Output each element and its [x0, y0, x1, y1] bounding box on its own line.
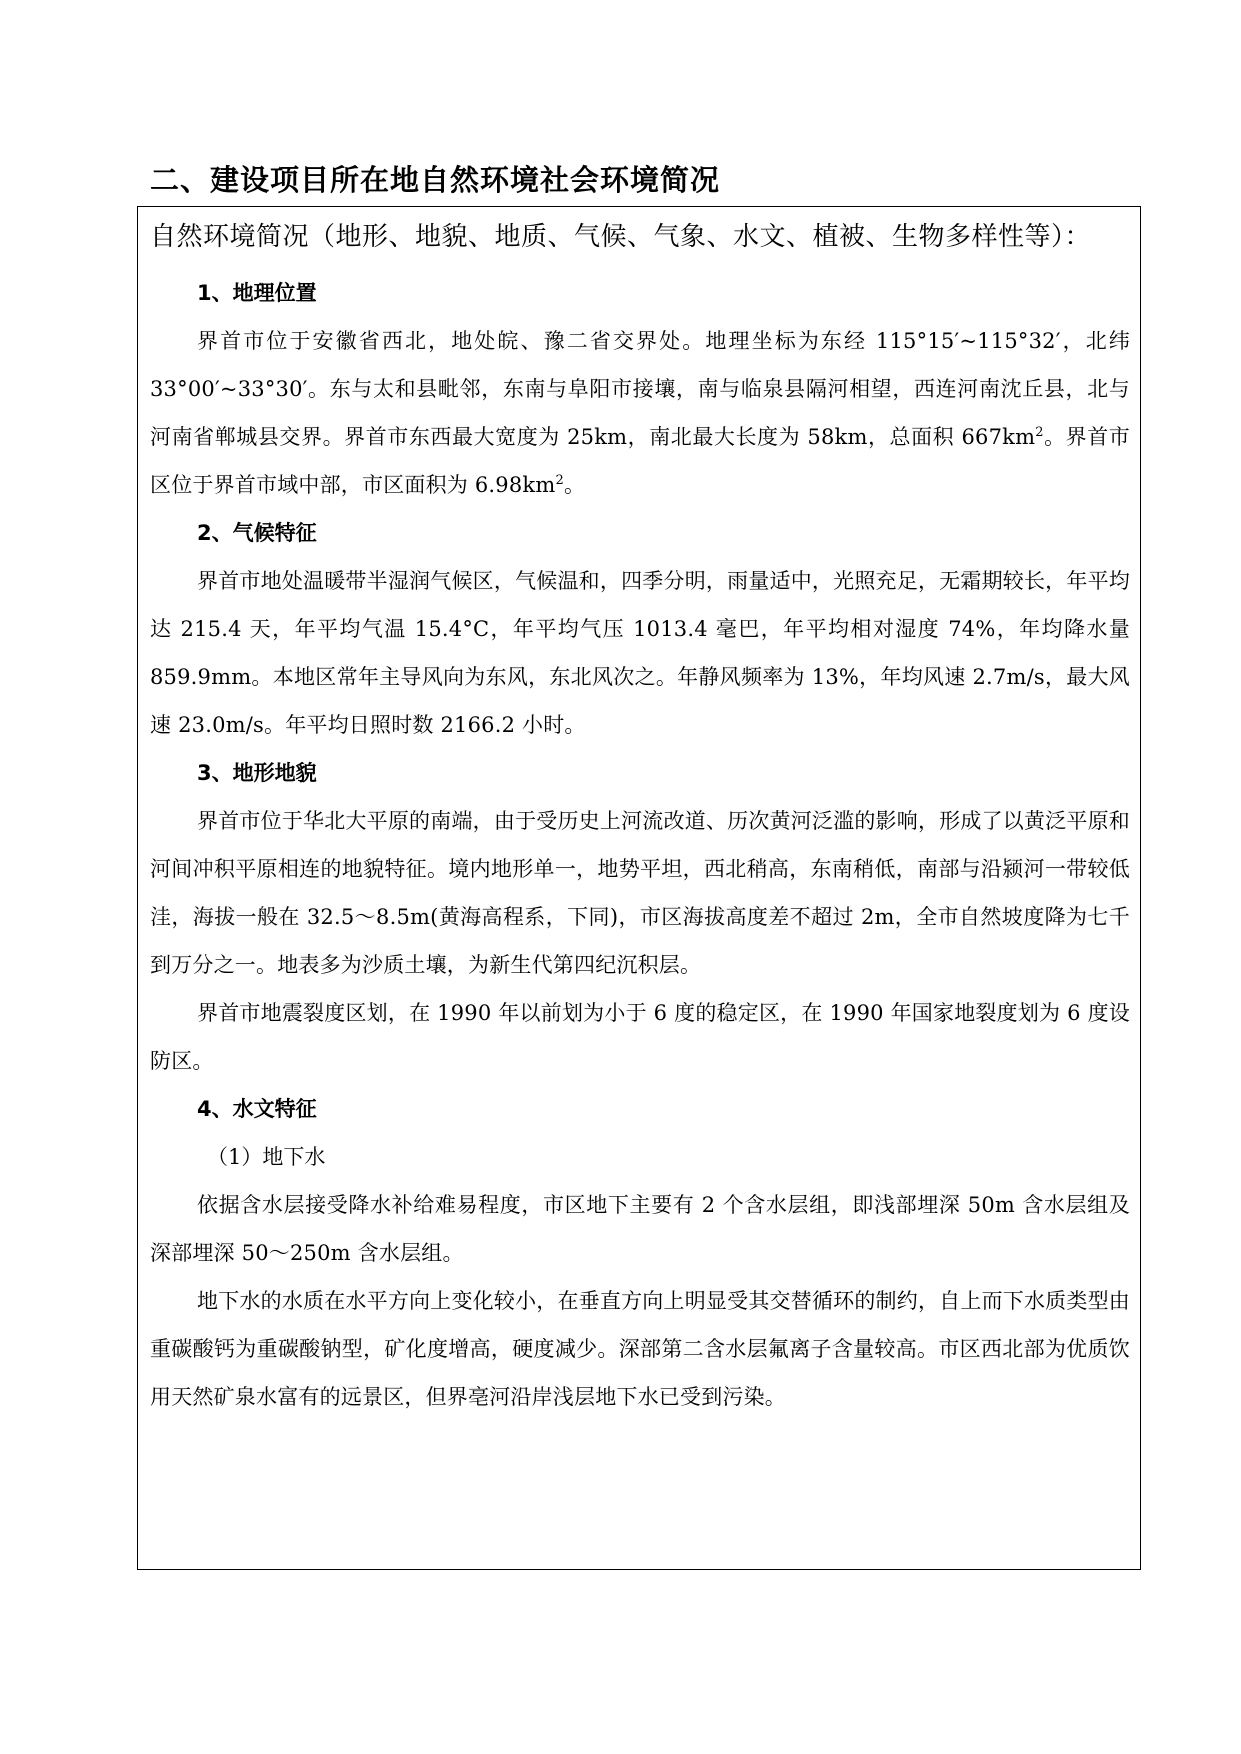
seismic-paragraph: 界首市地震裂度区划，在 1990 年以前划为小于 6 度的稳定区，在 1990 年国家地裂度划为 6 度设防区。: [150, 1001, 1130, 1073]
subheading-groundwater: （1）地下水: [207, 1145, 326, 1169]
superscript-2: 2: [1035, 425, 1044, 440]
section-heading-location: 1、地理位置: [197, 281, 317, 305]
superscript-2b: 2: [555, 473, 564, 488]
groundwater-paragraph-1: 依据含水层接受降水补给难易程度，市区地下主要有 2 个含水层组，即浅部埋深 50m 含水层组及深部埋深 50～250m 含水层组。: [150, 1193, 1130, 1265]
intro-text: 自然环境简况（地形、地貌、地质、气候、气象、水文、植被、生物多样性等）：: [150, 222, 1092, 252]
location-text-a: 界首市位于安徽省西北，地处皖、豫二省交界处。地理坐标为东经 115°15′~115°32′，北纬 33°00′~33°30′。东与太和县毗邻，东南与阜阳市接壤，南与临泉县隔河相望，西连河南沈丘县，北与河南省郸城县交界。界首市东西最大宽度为 25km，南北最大长度为 58km，总面积 667km: [150, 329, 1130, 449]
terrain-paragraph: 界首市位于华北大平原的南端，由于受历史上河流改道、历次黄河泛滥的影响，形成了以黄泛平原和河间冲积平原相连的地貌特征。境内地形单一，地势平坦，西北稍高，东南稍低，南部与沿颍河一带较低洼，海拔一般在 32.5～8.5m(黄海高程系，下同)，市区海拔高度差不超过 2m，全市自然坡度降为七千到万分之一。地表多为沙质土壤，为新生代第四纪沉积层。: [150, 809, 1130, 977]
page-title: 二、建设项目所在地自然环境社会环境简况: [150, 163, 721, 197]
groundwater-paragraph-2: 地下水的水质在水平方向上变化较小，在垂直方向上明显受其交替循环的制约，自上而下水质类型由重碳酸钙为重碳酸钠型，矿化度增高，硬度减少。深部第二含水层氟离子含量较高。市区西北部为优质饮用天然矿泉水富有的远景区，但界亳河沿岸浅层地下水已受到污染。: [150, 1289, 1130, 1409]
climate-paragraph: 界首市地处温暖带半湿润气候区，气候温和，四季分明，雨量适中，光照充足，无霜期较长，年平均达 215.4 天，年平均气温 15.4°C，年平均气压 1013.4 毫巴，年平均相对湿度 74%，年均降水量 859.9mm。本地区常年主导风向为东风，东北风次之。年静风频率为 13%，年均风速 2.7m/s，最大风速 23.0m/s。年平均日照时数 2166.2 小时。: [150, 569, 1130, 737]
location-paragraph: [150, 317, 1130, 509]
section-heading-climate: 2、气候特征: [197, 521, 317, 545]
location-text-b: 。界首市区位于界首市域中部，市区面积为 6.98km: [150, 425, 1130, 497]
content-body: [150, 214, 1130, 1421]
section-heading-hydrology: 4、水文特征: [197, 1097, 317, 1121]
section-heading-terrain: 3、地形地貌: [197, 761, 317, 785]
location-text-c: 。: [563, 473, 586, 497]
